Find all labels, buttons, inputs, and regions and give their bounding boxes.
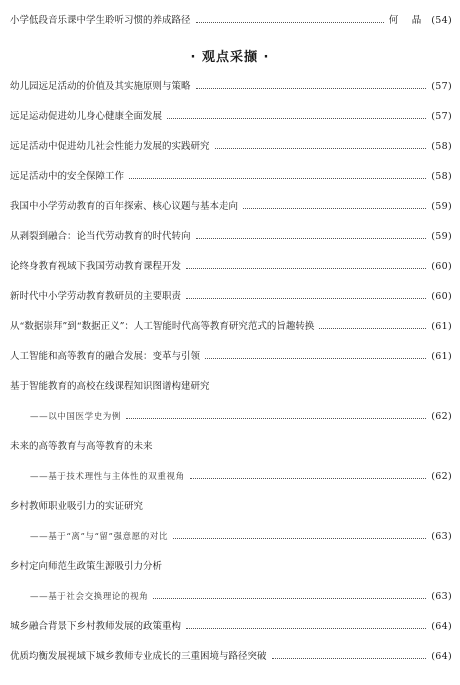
- toc-entry[interactable]: [10, 618, 452, 632]
- toc-entry[interactable]: [10, 558, 452, 572]
- toc-entry[interactable]: [10, 198, 452, 212]
- section-heading: · 观点采撷 ·: [190, 50, 270, 65]
- entry-subtitle: ——以中国医学史为例: [30, 412, 122, 422]
- toc-subtitle-entry[interactable]: [30, 468, 452, 482]
- dot-leader: [126, 418, 426, 419]
- dot-leader: [196, 22, 384, 23]
- page-number: (59): [431, 231, 452, 242]
- toc-entry[interactable]: [10, 438, 452, 452]
- page-number: (64): [431, 651, 452, 662]
- page-number: (57): [431, 81, 452, 92]
- page-number: (58): [431, 141, 452, 152]
- entry-title: 乡村教师职业吸引力的实证研究: [10, 501, 144, 512]
- dot-leader: [196, 238, 427, 239]
- page-number: (57): [431, 111, 452, 122]
- page-number: (64): [431, 621, 452, 632]
- page-number: (59): [431, 201, 452, 212]
- page-number: (61): [431, 351, 452, 362]
- entry-author: 何 晶: [388, 15, 424, 26]
- entry-subtitle: ——基于“离”与“留”强意愿的对比: [30, 532, 169, 542]
- toc-entry[interactable]: [10, 258, 452, 272]
- toc-entry[interactable]: [10, 498, 452, 512]
- dot-leader: [190, 478, 427, 479]
- entry-title: 论终身教育视域下我国劳动教育课程开发: [10, 261, 182, 272]
- page-number: (54): [431, 15, 452, 26]
- entry-subtitle: ——基于技术理性与主体性的双重视角: [30, 472, 185, 482]
- toc-subtitle-entry[interactable]: [30, 408, 452, 422]
- page-number: (60): [431, 261, 452, 272]
- entry-subtitle: ——基于社会交换理论的视角: [30, 592, 149, 602]
- page-number: (60): [431, 291, 452, 302]
- dot-leader: [186, 298, 426, 299]
- toc-entry[interactable]: [10, 288, 452, 302]
- dot-leader: [215, 148, 427, 149]
- entry-title: 乡村定向师范生政策生源吸引力分析: [10, 561, 163, 572]
- toc-subtitle-entry[interactable]: [30, 528, 452, 542]
- entry-title: 幼儿园远足活动的价值及其实施原则与策略: [10, 81, 191, 92]
- dot-leader: [153, 598, 426, 599]
- entry-title: 远足活动中的安全保障工作: [10, 171, 125, 182]
- entry-title: 优质均衡发展视域下城乡教师专业成长的三重困境与路径突破: [10, 651, 267, 662]
- entry-title: 小学低段音乐课中学生聆听习惯的养成路径: [10, 15, 191, 26]
- toc-entry[interactable]: [10, 108, 452, 122]
- dot-leader: [173, 538, 426, 539]
- entry-title: 我国中小学劳动教育的百年探索、核心议题与基本走向: [10, 201, 239, 212]
- page-number: (58): [431, 171, 452, 182]
- page-number: (62): [431, 411, 452, 422]
- page-number: (63): [431, 591, 452, 602]
- entry-title: 从剥裂到融合：论当代劳动教育的时代转向: [10, 231, 191, 242]
- toc-entry[interactable]: [10, 348, 452, 362]
- toc-entry[interactable]: [10, 12, 452, 26]
- toc-entry[interactable]: [10, 78, 452, 92]
- dot-leader: [272, 658, 427, 659]
- dot-leader: [167, 118, 426, 119]
- toc-entry[interactable]: [10, 138, 452, 152]
- entry-title: 远足运动促进幼儿身心健康全面发展: [10, 111, 163, 122]
- toc-subtitle-entry[interactable]: [30, 588, 452, 602]
- dot-leader: [129, 178, 426, 179]
- page-number: (63): [431, 531, 452, 542]
- toc-entry[interactable]: [10, 228, 452, 242]
- toc-entry[interactable]: [10, 168, 452, 182]
- entry-title: 未来的高等教育与高等教育的未来: [10, 441, 153, 452]
- dot-leader: [196, 88, 427, 89]
- dot-leader: [205, 358, 426, 359]
- entry-title: 城乡融合背景下乡村教师发展的政策重构: [10, 621, 182, 632]
- entry-title: 新时代中小学劳动教育教研员的主要职责: [10, 291, 182, 302]
- entry-title: 从“数据崇拜”到“数据正义”：人工智能时代高等教育研究范式的旨趣转换: [10, 321, 315, 332]
- page-number: (61): [431, 321, 452, 332]
- dot-leader: [319, 328, 426, 329]
- dot-leader: [186, 268, 426, 269]
- dot-leader: [243, 208, 426, 209]
- toc-entry[interactable]: [10, 378, 452, 392]
- entry-title: 远足活动中促进幼儿社会性能力发展的实践研究: [10, 141, 210, 152]
- dot-leader: [186, 628, 426, 629]
- toc-entry[interactable]: [10, 648, 452, 662]
- entry-title: 人工智能和高等教育的融合发展：变革与引领: [10, 351, 201, 362]
- toc-entry[interactable]: [10, 318, 452, 332]
- entry-title: 基于智能教育的高校在线课程知识图谱构建研究: [10, 381, 210, 392]
- page-number: (62): [431, 471, 452, 482]
